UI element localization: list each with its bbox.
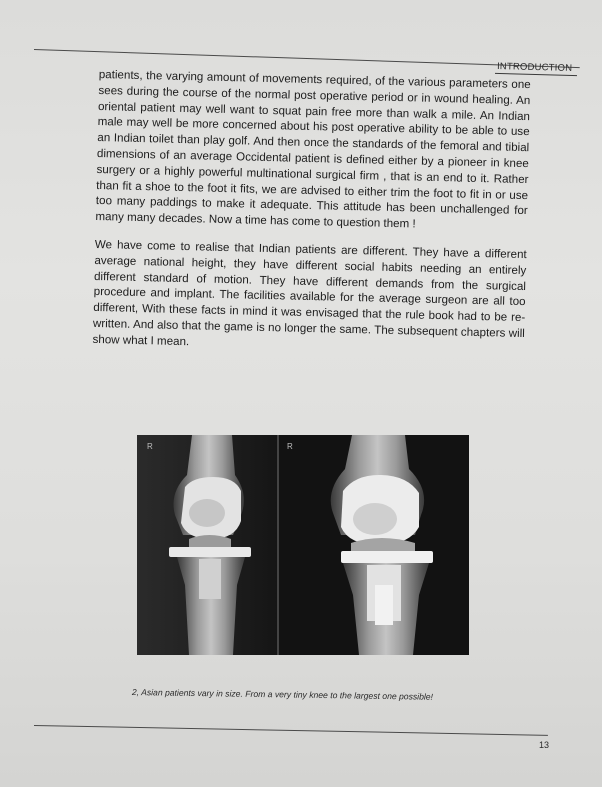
paragraph-2: We have come to realise that Indian patients are different. They have a different average national height, they have different social habits needing an entirely different standard of motion. They have different demands from the surgical procedure and implant. The facilities available for the average surgeon are all too different, With these facts in mind it was envisaged that the rule book had to be re-written. And also that the game is no longer the same. The subsequent chapters will show what I mean.	[92, 237, 527, 348]
paragraph-1: patients, the varying amount of movements required, of the various parameters one sees during the course of the normal post operative period or in wound healing. An oriental patient may well want to squat pain free more than walk a mile. An Indian male may well be more concerned about his post operative ability to be able to use an Indian toilet than play golf. And then once the standards of the femoral and tibial dimensions of an average Occidental patient is defined either by a pioneer in knee surgery or a highly powerful multinational surgical firm , that is an end to it. Rather than fit a shoe to the foot it fits, we are advised to either trim the foot to fit in or use too many paddings to make it adequate. This attitude has been unchallenged for many many decades. Now a time has come to question them !	[95, 67, 531, 231]
svg-text:R: R	[147, 442, 153, 451]
figure-caption: 2, Asian patients vary in size. From a very tiny knee to the largest one possible!	[131, 687, 434, 702]
page-number: 13	[539, 740, 550, 750]
body-text	[92, 67, 531, 370]
running-header: INTRODUCTION	[496, 61, 573, 74]
knee-xray-figure	[137, 435, 469, 655]
bottom-divider	[34, 725, 548, 736]
knee-xray-image	[137, 435, 469, 655]
svg-text:R: R	[287, 442, 293, 451]
